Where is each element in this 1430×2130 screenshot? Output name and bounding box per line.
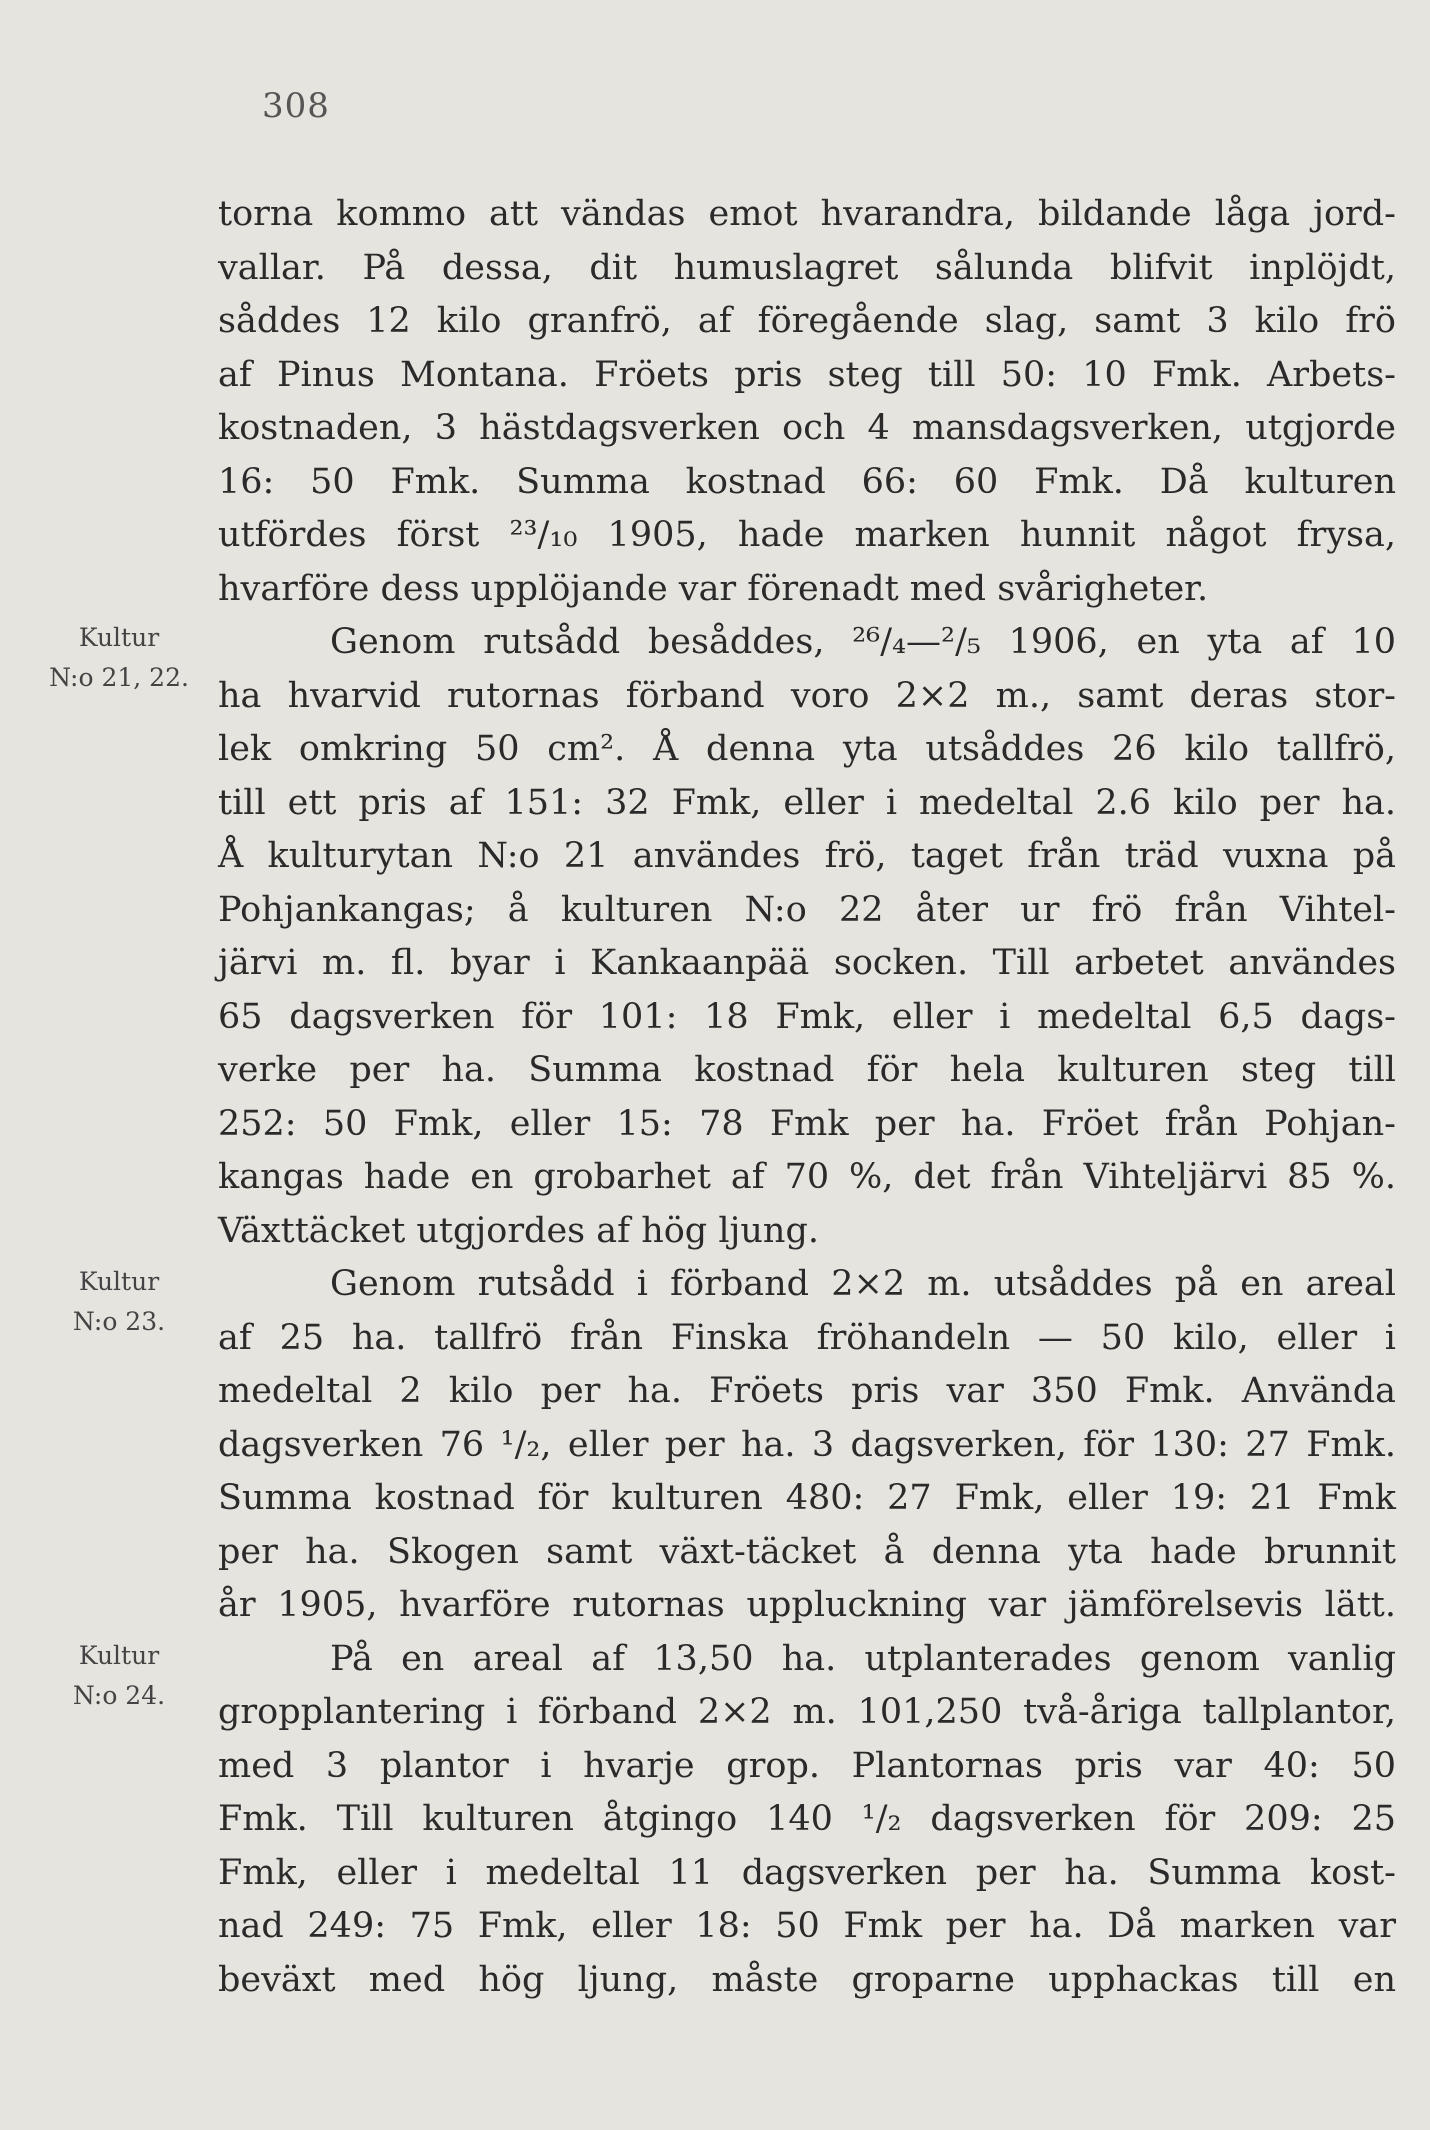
text-line: af Pinus Montana. Fröets pris steg till 50: 10 Fmk. Arbets-: [218, 354, 1396, 395]
text-line: år 1905, hvarföre rutornas uppluckning var jämförelsevis lätt.: [218, 1585, 1396, 1625]
page-number: 308: [262, 86, 330, 126]
text-line: utfördes först ²³/₁₀ 1905, hade marken hunnit något frysa,: [218, 515, 1396, 555]
margin-note-number: N:o 23.: [72, 1307, 166, 1336]
text-line: såddes 12 kilo granfrö, af föregående slag, samt 3 kilo frö: [218, 301, 1396, 341]
margin-note-kultur-21-22: [44, 618, 194, 698]
text-line: medeltal 2 kilo per ha. Fröets pris var 350 Fmk. Använda: [218, 1371, 1396, 1411]
text-line: Växttäcket utgjordes af hög ljung.: [218, 1210, 819, 1251]
text-line: hvarföre dess upplöjande var förenadt med svårigheter.: [218, 568, 1209, 609]
margin-note-title: Kultur: [78, 623, 160, 652]
text-line: Genom rutsådd i förband 2×2 m. utsåddes på en areal: [330, 1264, 1396, 1304]
text-line: Genom rutsådd besåddes, ²⁶/₄—²/₅ 1906, en yta af 10: [330, 622, 1396, 662]
text-line: af 25 ha. tallfrö från Finska fröhandeln — 50 kilo, eller i: [218, 1317, 1396, 1358]
text-line: järvi m. fl. byar i Kankaanpää socken. Till arbetet användes: [218, 943, 1396, 983]
text-line: Fmk, eller i medeltal 11 dagsverken per ha. Summa kost-: [218, 1852, 1396, 1893]
text-line: vallar. På dessa, dit humuslagret sålunda blifvit inplöjdt,: [218, 247, 1396, 288]
margin-note-title: Kultur: [78, 1641, 160, 1670]
text-line: beväxt med hög ljung, måste groparne upphackas till en: [218, 1959, 1396, 2000]
text-line: per ha. Skogen samt växt-täcket å denna yta hade brunnit: [218, 1531, 1396, 1572]
text-line: 16: 50 Fmk. Summa kostnad 66: 60 Fmk. Då kulturen: [218, 461, 1396, 502]
text-line: dagsverken 76 ¹/₂, eller per ha. 3 dagsverken, för 130: 27 Fmk.: [218, 1424, 1396, 1465]
text-line: till ett pris af 151: 32 Fmk, eller i medeltal 2.6 kilo per ha.: [218, 782, 1396, 823]
margin-note-number: N:o 21, 22.: [49, 663, 189, 692]
text-line: Summa kostnad för kulturen 480: 27 Fmk, eller 19: 21 Fmk: [218, 1478, 1396, 1518]
text-line: ha hvarvid rutornas förband voro 2×2 m., samt deras stor-: [218, 675, 1396, 716]
text-line: torna kommo att vändas emot hvarandra, bildande låga jord-: [218, 194, 1396, 234]
text-line: verke per ha. Summa kostnad för hela kulturen steg till: [218, 1050, 1396, 1090]
margin-note-number: N:o 24.: [72, 1681, 166, 1710]
margin-note-kultur-23: [44, 1262, 194, 1342]
text-line: kostnaden, 3 hästdagsverken och 4 mansdagsverken, utgjorde: [218, 408, 1396, 448]
text-line: nad 249: 75 Fmk, eller 18: 50 Fmk per ha. Då marken var: [218, 1906, 1396, 1946]
text-line: Pohjankangas; å kulturen N:o 22 åter ur frö från Vihtel-: [218, 889, 1396, 930]
text-line: kangas hade en grobarhet af 70 %, det från Vihteljärvi 85 %.: [218, 1157, 1396, 1197]
text-line: med 3 plantor i hvarje grop. Plantornas pris var 40: 50: [218, 1745, 1396, 1786]
margin-note-title: Kultur: [78, 1267, 160, 1296]
text-line: gropplantering i förband 2×2 m. 101,250 två-åriga tallplantor,: [218, 1692, 1396, 1732]
text-line: På en areal af 13,50 ha. utplanterades genom vanlig: [330, 1638, 1396, 1679]
margin-note-kultur-24: [44, 1636, 194, 1716]
text-line: lek omkring 50 cm². Å denna yta utsåddes 26 kilo tallfrö,: [218, 729, 1396, 769]
text-line: 252: 50 Fmk, eller 15: 78 Fmk per ha. Fröet från Pohjan-: [218, 1103, 1396, 1144]
text-line: 65 dagsverken för 101: 18 Fmk, eller i medeltal 6,5 dags-: [218, 996, 1396, 1037]
body-text: [218, 188, 1396, 2007]
text-line: Å kulturytan N:o 21 användes frö, taget från träd vuxna på: [218, 836, 1396, 876]
text-line: Fmk. Till kulturen åtgingo 140 ¹/₂ dagsverken för 209: 25: [218, 1799, 1396, 1839]
